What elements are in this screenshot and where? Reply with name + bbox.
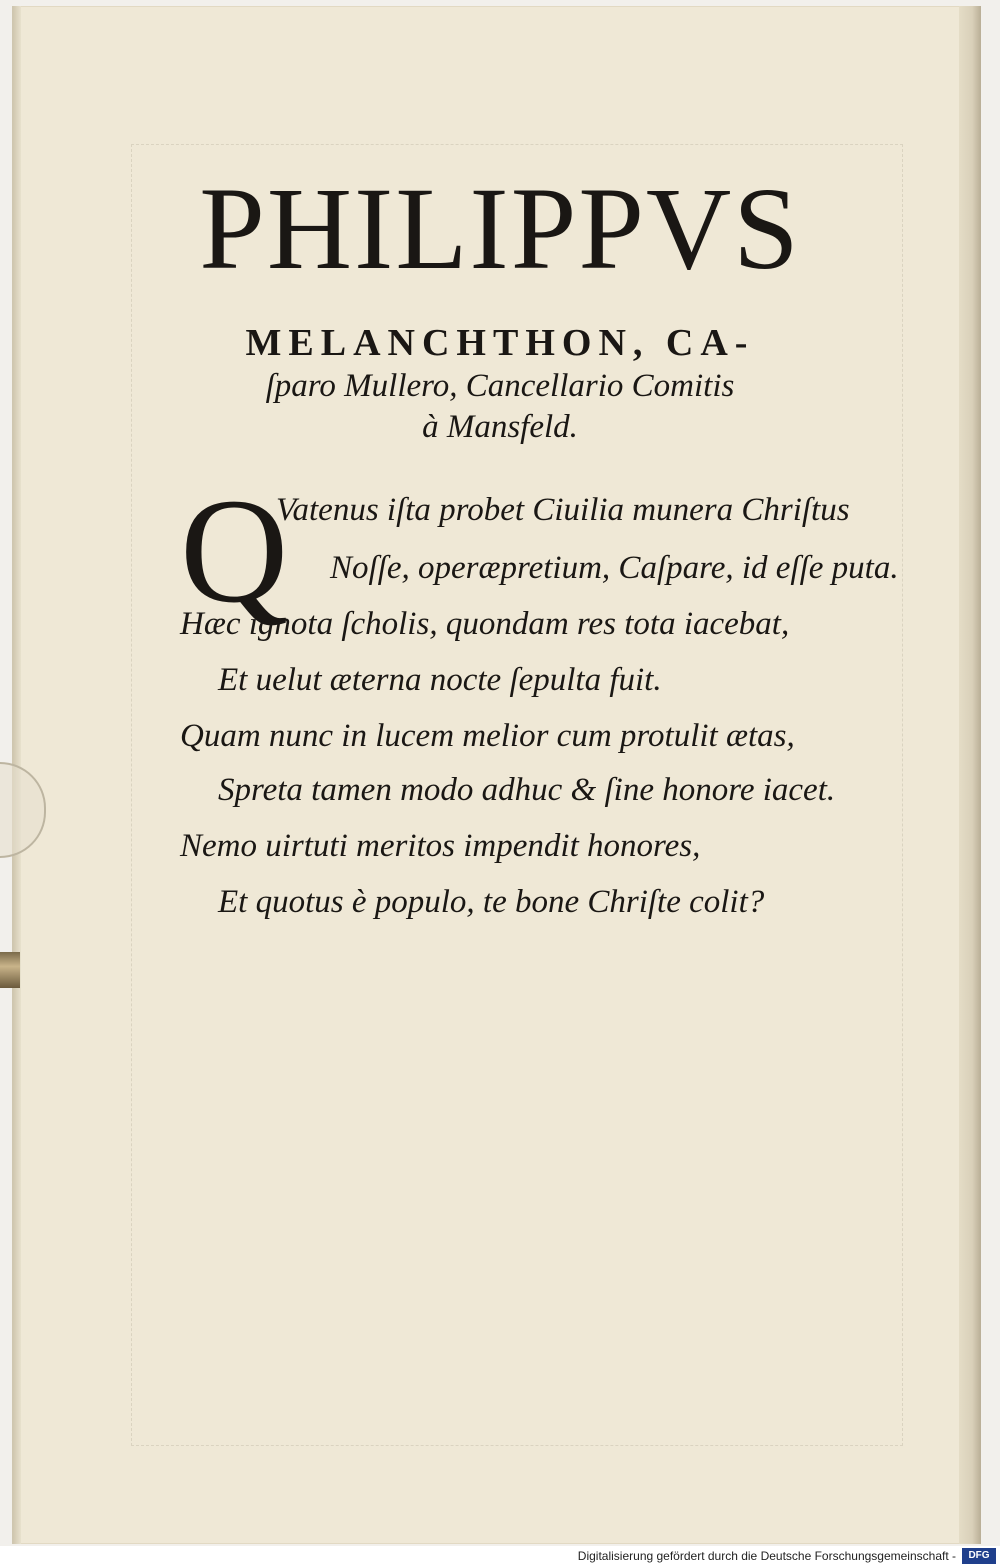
page-title: PHILIPPVS [199, 163, 801, 294]
poem-line: Et quotus è populo, te bone Chriſte colit? [218, 884, 765, 920]
drop-cap: Q [180, 468, 289, 634]
footer-bar [0, 1546, 1000, 1567]
poem-line: Hæc ignota ſcholis, quondam res tota iacebat, [180, 606, 790, 642]
dfg-logo: DFG [962, 1548, 996, 1564]
poem-line: Quam nunc in lucem melior cum protulit ætas, [180, 718, 795, 754]
dedication-line-2: ſparo Mullero, Cancellario Comitis [265, 368, 735, 405]
binding-clip [0, 952, 20, 988]
funding-credit: Digitalisierung gefördert durch die Deutsche Forschungsgemeinschaft - [577, 1549, 956, 1563]
poem-line: Et uelut æterna nocte ſepulta fuit. [218, 662, 662, 698]
dedication-heading [0, 320, 1000, 447]
dedication-line-3: à Mansfeld. [422, 408, 578, 445]
poem-line: Nemo uirtuti meritos impendit honores, [180, 828, 701, 864]
poem-line: Spreta tamen modo adhuc & ſine honore iacet. [218, 772, 836, 808]
dedication-caps-line: MELANCHTHON, CA- [245, 322, 755, 364]
poem-line: Vatenus iſta probet Ciuilia munera Chriſtus [276, 492, 850, 528]
poem-line: Noſſe, operæpretium, Caſpare, id eſſe puta. [330, 550, 899, 586]
